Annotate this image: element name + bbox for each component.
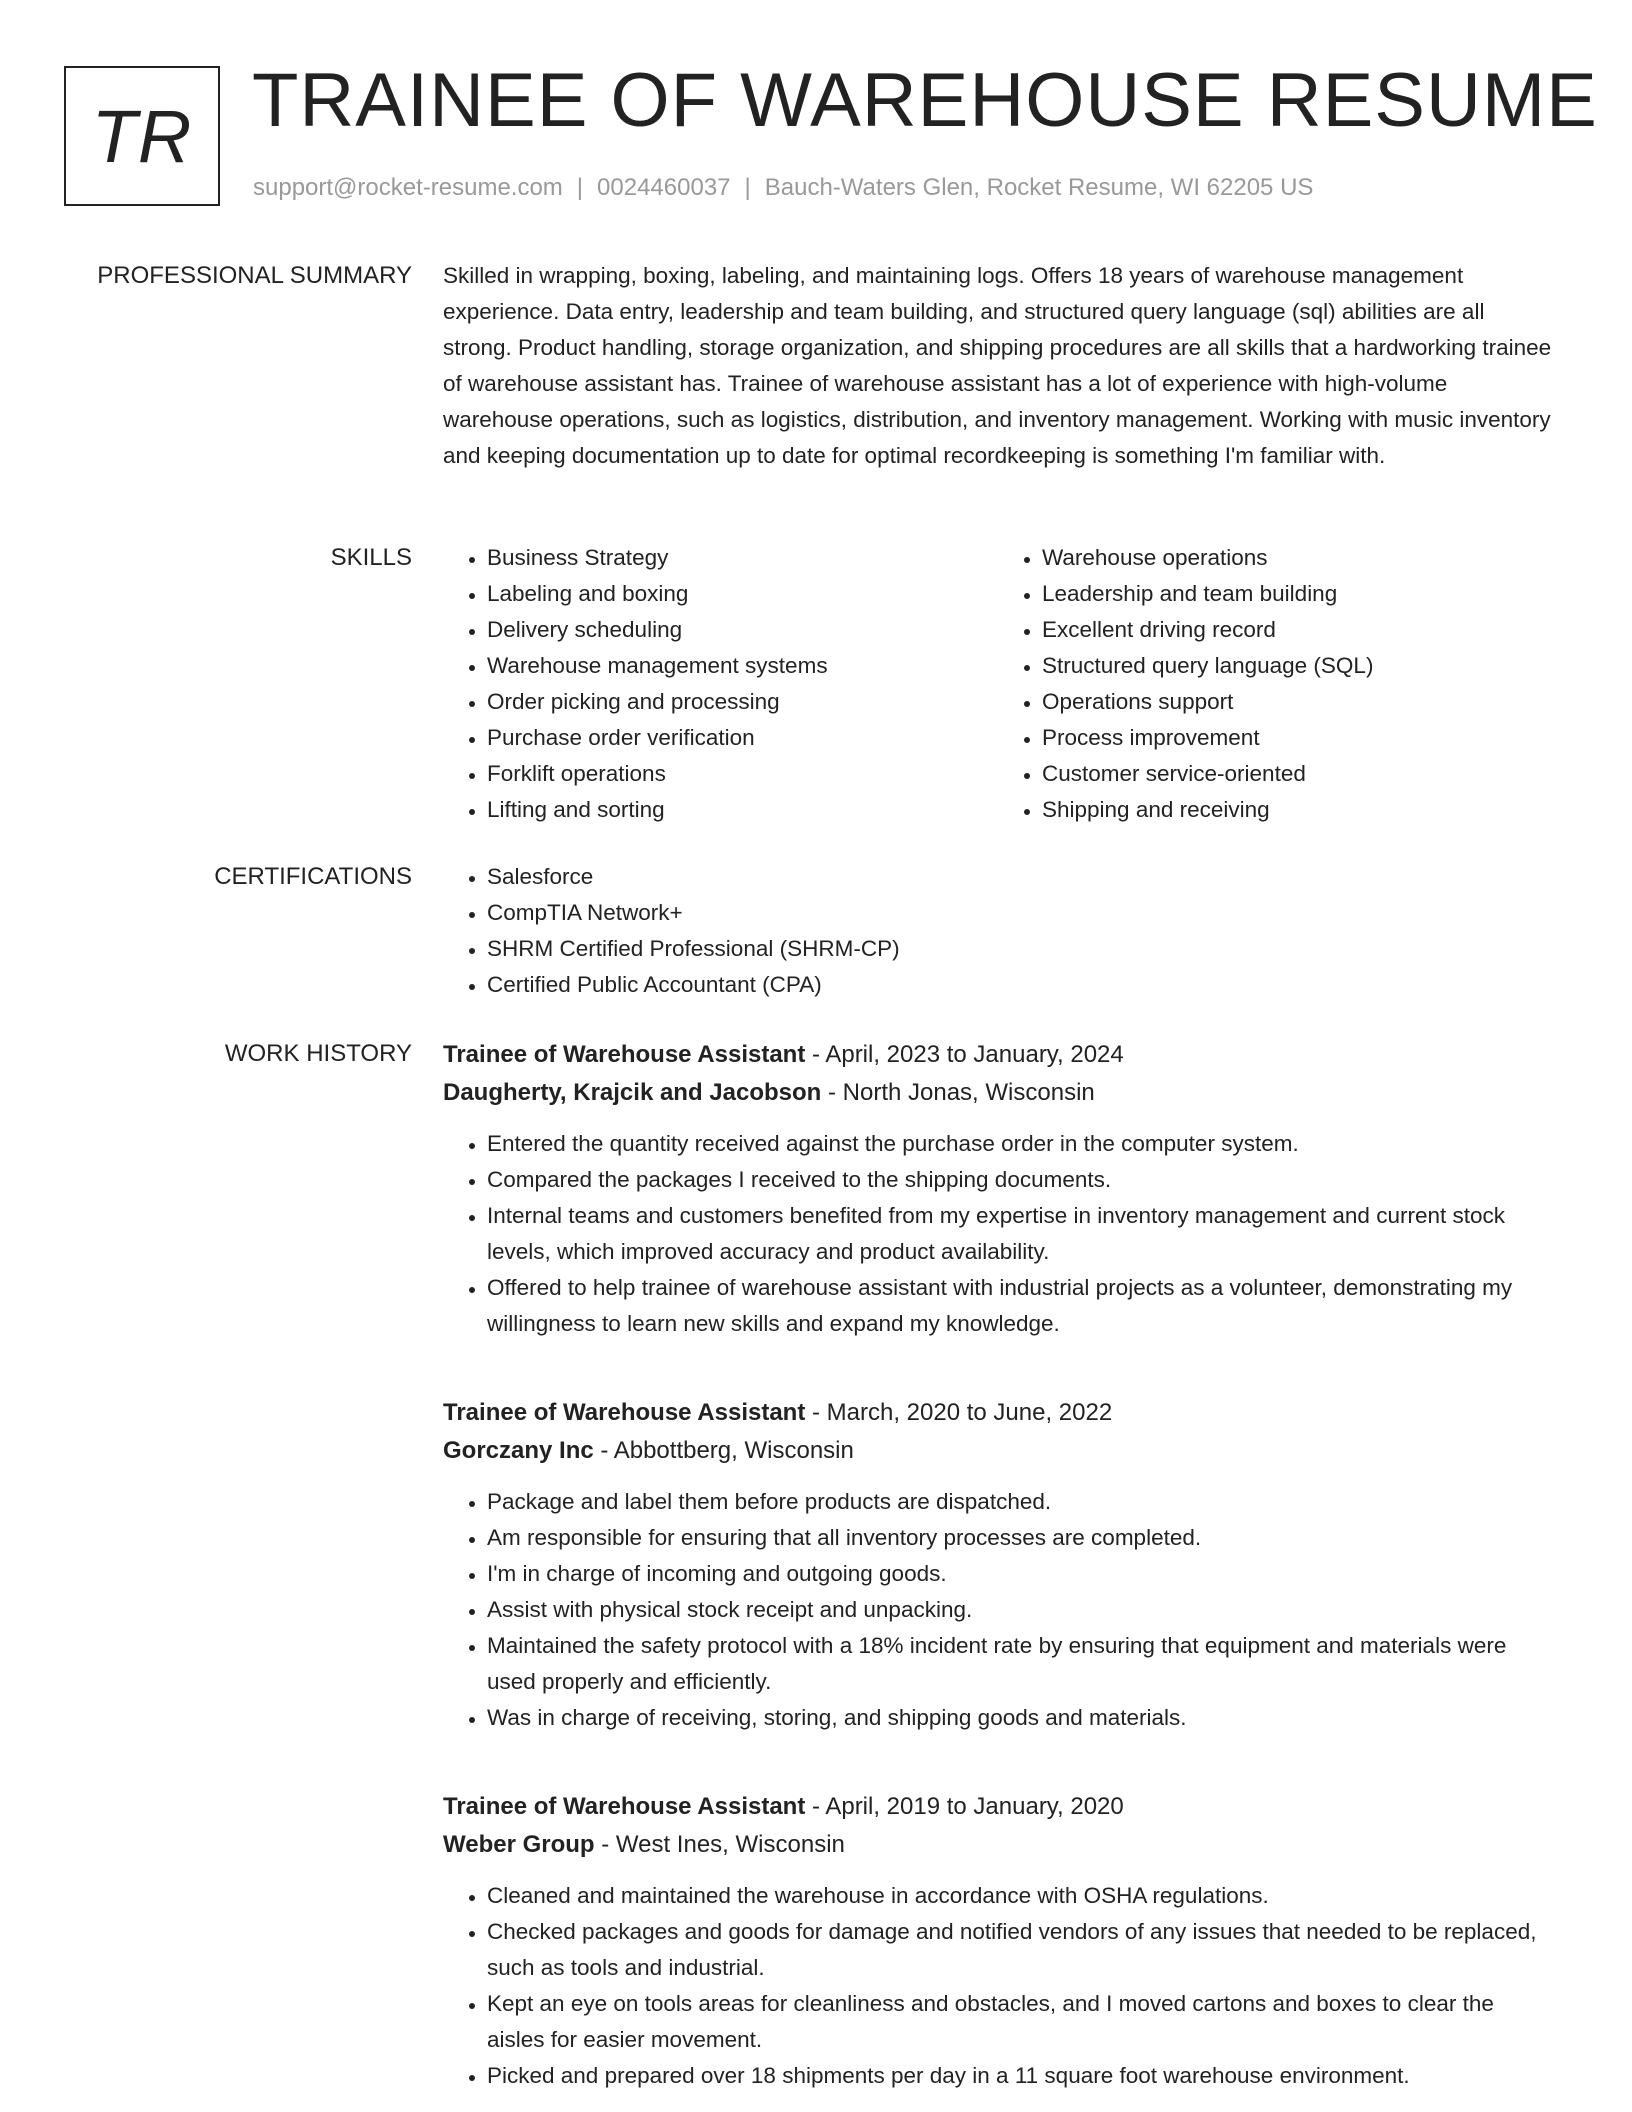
job-location: - West Ines, Wisconsin [594,1831,845,1858]
job-bullet: • Checked packages and goods for damage and notified vendors of any issues that needed to be replaced, such as tools and industrial. [487,1914,1553,1986]
skill-item: • Warehouse management systems [487,648,998,684]
contact-email: support@rocket-resume.com [253,174,563,201]
skills-list-right [998,540,1553,828]
certification-item: • CompTIA Network+ [487,895,1553,931]
skill-item: • Order picking and processing [487,684,998,720]
skills-grid [443,540,1553,828]
skills-list-left [443,540,998,828]
job-bullet: • Am responsible for ensuring that all inventory processes are completed. [487,1520,1553,1556]
job-company-line [443,1074,1553,1112]
skill-item: • Process improvement [1042,720,1553,756]
job-bullets [443,1126,1553,1342]
skill-item: • Forklift operations [487,756,998,792]
certification-item: • Certified Public Accountant (CPA) [487,967,1553,1003]
section-label: SKILLS [330,544,412,571]
job-dates: - March, 2020 to June, 2022 [805,1399,1113,1426]
skill-item: • Structured query language (SQL) [1042,648,1553,684]
summary-text: Skilled in wrapping, boxing, labeling, and maintaining logs. Offers 18 years of warehouse management experience. Data entry, leadership and team building, and structured query language (sql) abilities are all strong. Product handling, storage organization, and shipping procedures are all skills that a hardworking trainee of warehouse assistant has. Trainee of warehouse assistant has a lot of experience with high-volume warehouse operations, such as logistics, distribution, and inventory management. Working with music inventory and keeping documentation up to date for optimal recordkeeping is something I'm familiar with. [443,263,1552,468]
contact-address: Bauch-Waters Glen, Rocket Resume, WI 62205 US [764,174,1314,201]
job-company: Weber Group [443,1831,595,1858]
job-entry [443,1788,1553,2094]
contact-separator: | [576,174,584,201]
certification-item: • Salesforce [487,859,1553,895]
skill-item: • Excellent driving record [1042,612,1553,648]
job-title: Trainee of Warehouse Assistant [443,1399,806,1426]
job-bullets [443,1878,1553,2094]
job-title-line [443,1788,1553,1826]
job-bullet: • Package and label them before products are dispatched. [487,1484,1553,1520]
contact-phone: 0024460037 [597,174,731,201]
skill-item: • Lifting and sorting [487,792,998,828]
job-title-line [443,1394,1553,1432]
job-bullet: • Offered to help trainee of warehouse assistant with industrial projects as a volunteer, demonstrating my willingness to learn new skills and expand my knowledge. [487,1270,1553,1342]
skill-item: • Purchase order verification [487,720,998,756]
job-dates: - April, 2023 to January, 2024 [805,1041,1124,1068]
job-entry [443,1394,1553,1736]
skill-item: • Delivery scheduling [487,612,998,648]
job-entry [443,1036,1553,1342]
work-history-body [443,1036,1553,2094]
job-company: Gorczany Inc [443,1437,594,1464]
job-bullet: • Cleaned and maintained the warehouse in accordance with OSHA regulations. [487,1878,1553,1914]
job-bullet: • Entered the quantity received against the purchase order in the computer system. [487,1126,1553,1162]
skill-item: • Operations support [1042,684,1553,720]
job-bullet: • I'm in charge of incoming and outgoing goods. [487,1556,1553,1592]
contact-separator: | [744,174,751,201]
job-title: Trainee of Warehouse Assistant [443,1793,806,1820]
skill-item: • Business Strategy [487,540,998,576]
job-bullet: • Compared the packages I received to the shipping documents. [487,1162,1553,1198]
resume-title: TRAINEE OF WAREHOUSE RESUME [252,58,1598,143]
contact-line [253,174,1313,202]
job-bullet: • Kept an eye on tools areas for cleanliness and obstacles, and I moved cartons and boxes to clear the aisles for easier movement. [487,1986,1553,2058]
skill-item: • Labeling and boxing [487,576,998,612]
job-company-line [443,1826,1553,1864]
job-bullet: • Was in charge of receiving, storing, and shipping goods and materials. [487,1700,1553,1736]
section-label: CERTIFICATIONS [214,863,412,890]
job-bullet: • Picked and prepared over 18 shipments per day in a 11 square foot warehouse environment. [487,2058,1553,2094]
job-dates: - April, 2019 to January, 2020 [805,1793,1124,1820]
job-title-line [443,1036,1553,1074]
job-bullet: • Assist with physical stock receipt and unpacking. [487,1592,1553,1628]
job-bullets [443,1484,1553,1736]
section-label: PROFESSIONAL SUMMARY [97,262,412,289]
certifications-body [443,859,1553,1003]
job-company: Daugherty, Krajcik and Jacobson [443,1079,822,1106]
certification-item: • SHRM Certified Professional (SHRM-CP) [487,931,1553,967]
job-bullet: • Maintained the safety protocol with a 18% incident rate by ensuring that equipment and materials were used properly and efficiently. [487,1628,1553,1700]
skill-item: • Customer service-oriented [1042,756,1553,792]
job-bullet: • Internal teams and customers benefited from my expertise in inventory management and current stock levels, which improved accuracy and product availability. [487,1198,1553,1270]
skill-item: • Warehouse operations [1042,540,1553,576]
job-title: Trainee of Warehouse Assistant [443,1041,806,1068]
certifications-list [443,859,1553,1003]
section-label: WORK HISTORY [224,1040,412,1067]
job-company-line [443,1432,1553,1470]
skills-body [443,540,1553,828]
job-location: - Abbottberg, Wisconsin [593,1437,854,1464]
job-location: - North Jonas, Wisconsin [821,1079,1095,1106]
skill-item: • Shipping and receiving [1042,792,1553,828]
monogram-logo: TR [64,66,220,206]
skill-item: • Leadership and team building [1042,576,1553,612]
